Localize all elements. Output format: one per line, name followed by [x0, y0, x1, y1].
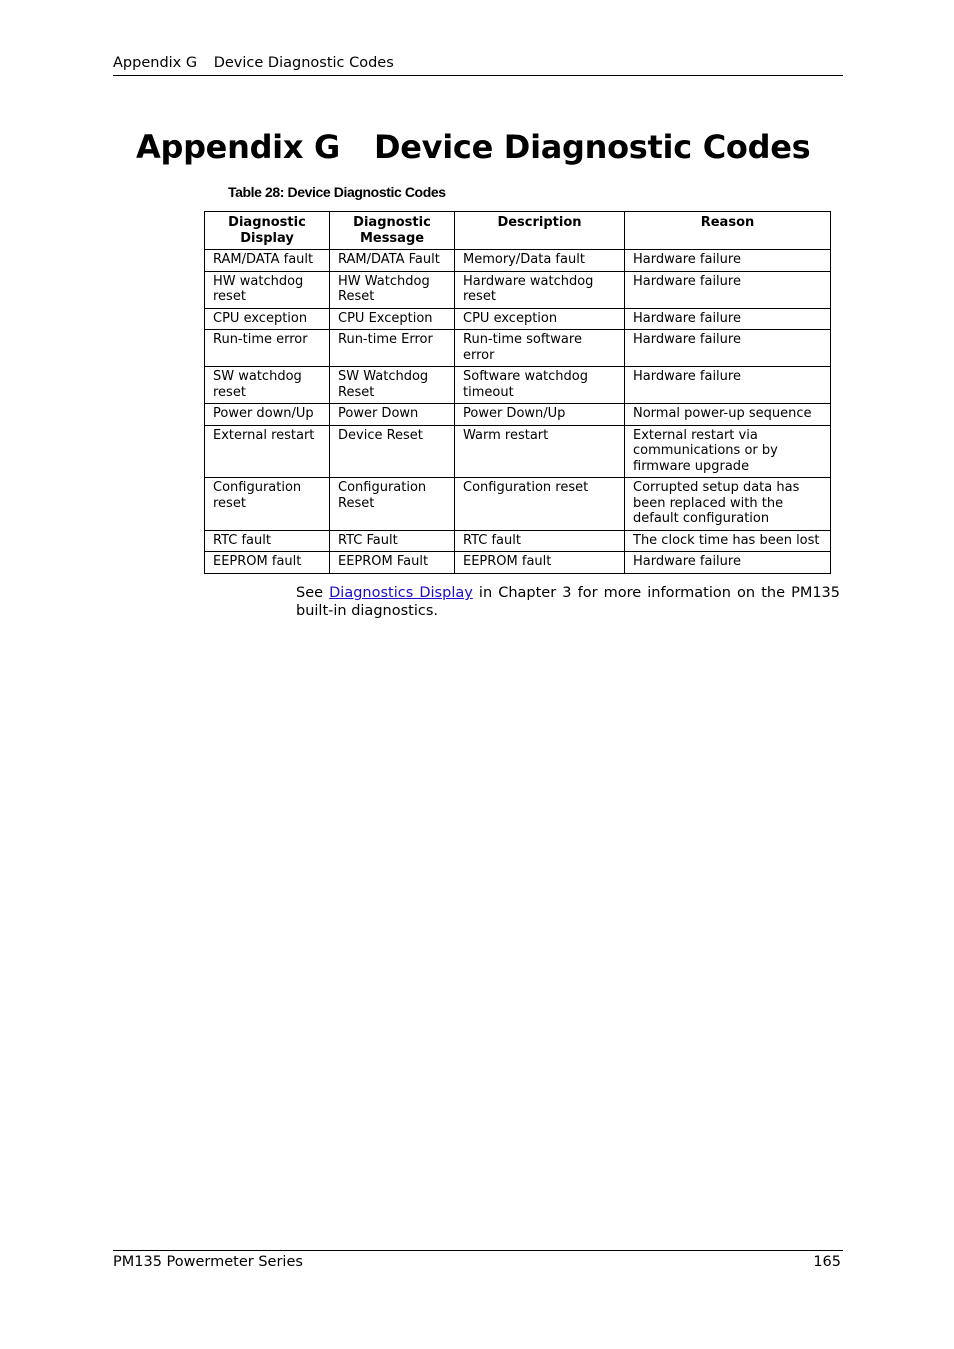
table-row [205, 552, 831, 574]
cell-message: CPU Exception [330, 308, 455, 330]
header-section: Device Diagnostic Codes [213, 55, 394, 71]
table-row [205, 478, 831, 531]
cell-reason: The clock time has been lost [625, 530, 831, 552]
cell-message: HW Watchdog Reset [330, 271, 455, 308]
cell-description: Warm restart [455, 425, 625, 478]
cell-display: Run-time error [205, 330, 330, 367]
cell-description: EEPROM fault [455, 552, 625, 574]
diagnostic-codes-table [204, 211, 831, 574]
table-row [205, 250, 831, 272]
cell-reason: Hardware failure [625, 552, 831, 574]
cell-reason: Hardware failure [625, 308, 831, 330]
table-row [205, 271, 831, 308]
cell-message: Run-time Error [330, 330, 455, 367]
cell-description: Power Down/Up [455, 404, 625, 426]
table-row [205, 308, 831, 330]
page-footer [113, 1250, 843, 1270]
cell-description: Software watchdog timeout [455, 367, 625, 404]
cell-display: RTC fault [205, 530, 330, 552]
table-caption: Table 28: Device Diagnostic Codes [228, 184, 446, 200]
cell-message: RAM/DATA Fault [330, 250, 455, 272]
table-row [205, 330, 831, 367]
reference-paragraph [296, 584, 840, 620]
cell-reason: Corrupted setup data has been replaced with the default configuration [625, 478, 831, 531]
cell-message: Configuration Reset [330, 478, 455, 531]
paragraph-lead-text: See [296, 585, 330, 601]
cell-display: Power down/Up [205, 404, 330, 426]
cell-reason: External restart via communications or by firmware upgrade [625, 425, 831, 478]
cell-display: External restart [205, 425, 330, 478]
table-row [205, 530, 831, 552]
cell-description: RTC fault [455, 530, 625, 552]
cell-description: Hardware watchdog reset [455, 271, 625, 308]
cell-reason: Hardware failure [625, 330, 831, 367]
cell-reason: Hardware failure [625, 271, 831, 308]
table-row [205, 367, 831, 404]
cell-display: Configuration reset [205, 478, 330, 531]
header-appendix: Appendix G [113, 55, 198, 71]
column-header-description: Description [455, 212, 625, 250]
cell-description: Configuration reset [455, 478, 625, 531]
cell-description: Run-time software error [455, 330, 625, 367]
cell-display: EEPROM fault [205, 552, 330, 574]
cell-reason: Normal power-up sequence [625, 404, 831, 426]
column-header-reason: Reason [625, 212, 831, 250]
table-row [205, 425, 831, 478]
cell-description: Memory/Data fault [455, 250, 625, 272]
paragraph-trail-text: in Chapter 3 for more information on the PM135 built-in diagnostics. [296, 585, 841, 619]
running-header [113, 55, 843, 76]
cell-message: SW Watchdog Reset [330, 367, 455, 404]
table-row [205, 404, 831, 426]
title-label: Appendix G [136, 128, 340, 166]
cell-display: RAM/DATA fault [205, 250, 330, 272]
title-text: Device Diagnostic Codes [374, 128, 811, 166]
cell-message: RTC Fault [330, 530, 455, 552]
cell-message: Device Reset [330, 425, 455, 478]
page-title [136, 128, 810, 166]
cell-display: SW watchdog reset [205, 367, 330, 404]
footer-product-name: PM135 Powermeter Series [113, 1254, 303, 1270]
column-header-diagnostic-display: Diagnostic Display [205, 212, 330, 250]
cell-description: CPU exception [455, 308, 625, 330]
cell-reason: Hardware failure [625, 250, 831, 272]
cell-message: Power Down [330, 404, 455, 426]
table-header-row [205, 212, 831, 250]
cell-display: CPU exception [205, 308, 330, 330]
page-number: 165 [813, 1254, 841, 1270]
cell-message: EEPROM Fault [330, 552, 455, 574]
diagnostics-display-link[interactable]: Diagnostics Display [329, 585, 473, 601]
cell-display: HW watchdog reset [205, 271, 330, 308]
column-header-diagnostic-message: Diagnostic Message [330, 212, 455, 250]
cell-reason: Hardware failure [625, 367, 831, 404]
